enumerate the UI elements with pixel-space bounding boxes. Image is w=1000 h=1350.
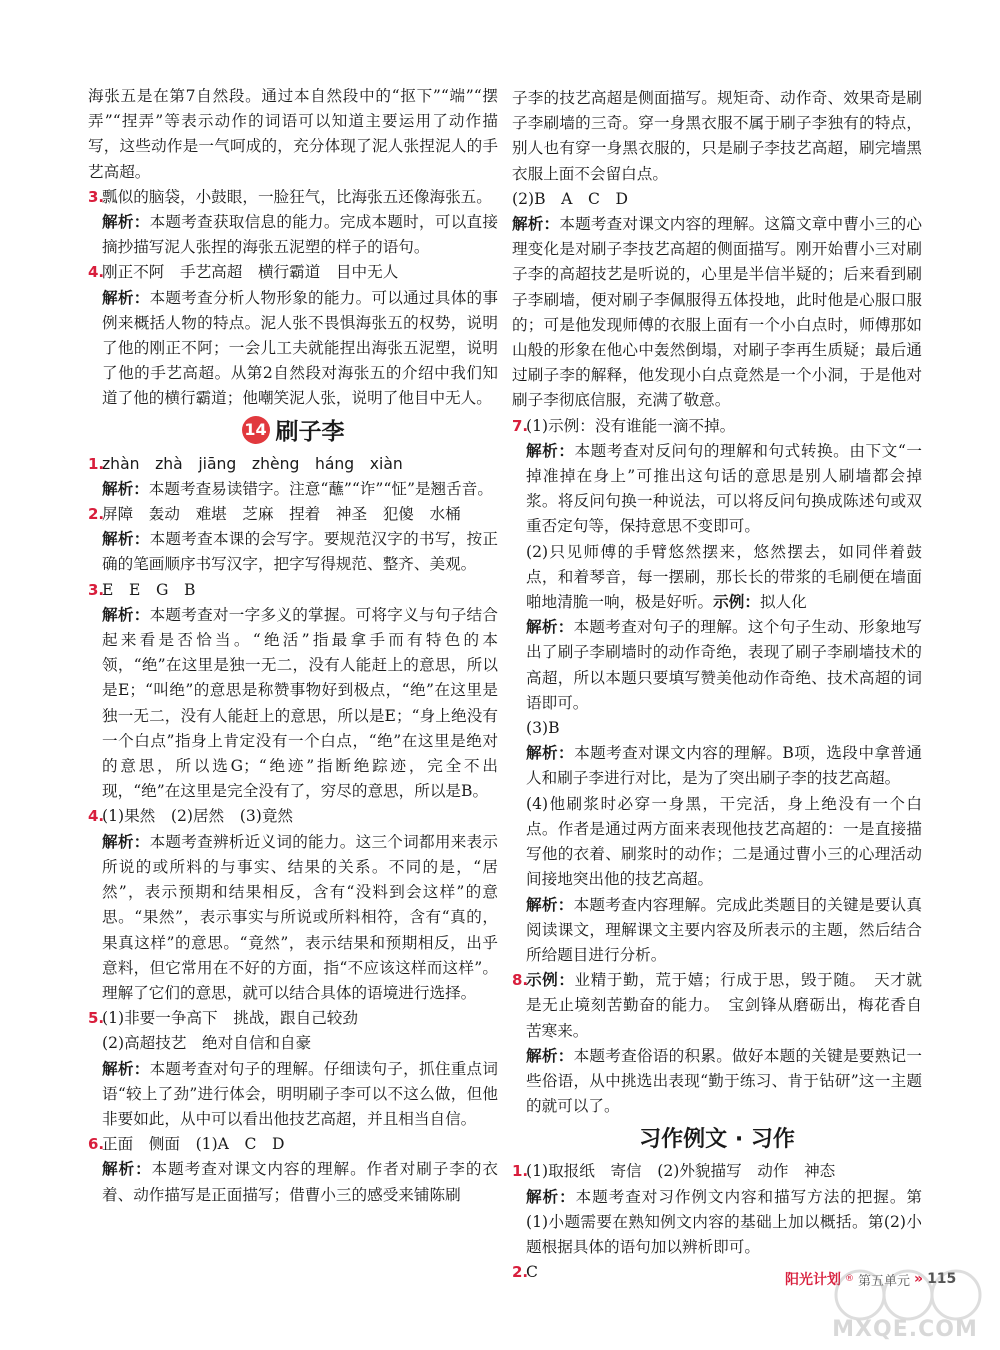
example-label: 示例： bbox=[713, 593, 760, 612]
analysis-text: 本题考查对反问句的理解和句式转换。由下文“一掉准掉在身上”可推出这句话的意思是别人刷墙都会掉浆。将反问句换一种说法，可以将反问句换成陈述句或双重否定句等，保持意思不变即可。 bbox=[526, 441, 922, 536]
analysis-text: 本题考查本课的会写字。要规范汉字的书写，按正确的笔画顺序书写汉字，把字写得规范、整齐、美观。 bbox=[102, 530, 498, 574]
answer-text: (2)高超技艺 绝对自信和自豪 bbox=[102, 1034, 312, 1053]
analysis-label: 解析： bbox=[102, 1160, 152, 1179]
lesson-question-6 bbox=[88, 1132, 498, 1208]
answer-text: 业精于勤，荒于嬉；行成于思，毁于随。 天才就是无止境刻苦勤奋的能力。 宝剑锋从磨砺出，梅花香自苦寒来。 bbox=[526, 971, 922, 1040]
answer-text: (1)非要一争高下 挑战，跟自己较劲 bbox=[102, 1009, 358, 1028]
brand-name: 阳光计划 bbox=[785, 1272, 841, 1288]
analysis-label: 解析： bbox=[526, 618, 574, 637]
analysis-text: 本题考查获取信息的能力。完成本题时，可以直接摘抄描写泥人张捏的海张五泥塑的样子的语句。 bbox=[102, 213, 498, 257]
question-number: 5. bbox=[88, 1009, 105, 1028]
question-number: 4. bbox=[88, 263, 105, 282]
answer-text: (1)果然 (2)居然 (3)竟然 bbox=[102, 807, 294, 826]
lesson-question-3 bbox=[88, 578, 498, 805]
analysis-label: 解析： bbox=[102, 1059, 150, 1078]
analysis-text: 本题考查俗语的积累。做好本题的关键是要熟记一些俗语，从中挑选出表现“勤于练习、肯于钻研”这一主题的就可以了。 bbox=[526, 1046, 922, 1116]
analysis-label: 解析： bbox=[102, 832, 150, 851]
right-column bbox=[512, 86, 922, 1285]
watermark-text: MXQE.COM bbox=[832, 1317, 978, 1342]
section-question-1 bbox=[512, 1159, 922, 1260]
question-4 bbox=[88, 260, 498, 411]
question-number: 3. bbox=[88, 187, 105, 206]
question-number: 3. bbox=[88, 580, 105, 599]
analysis-label: 解析： bbox=[102, 288, 150, 307]
left-column bbox=[88, 84, 498, 1208]
analysis-text: 本题考查对一字多义的掌握。可将字义与句子结合起来看是否恰当。“绝活”指最拿手而有特色的本领，“绝”在这里是独一无二，没有人能赶上的意思，所以是E；“叫绝”的意思是称赞事物好到极点，“绝”在这里是独一无二，没有人能赶上的意思，所以是E；“身上绝没有一个白点”指身上肯定没有一个白点，“绝”在这里是绝对的意思，所以选G；“绝迹”指断绝踪迹，完全不出现，“绝”在这里是完全没有了，穷尽的意思，所以是B。 bbox=[102, 605, 498, 801]
lesson-number-badge: 14 bbox=[242, 416, 270, 444]
analysis-text: 本题考查内容理解。完成此类题目的关键是要认真阅读课文，理解课文主要内容及所表示的主题，然后结合所给题目进行分析。 bbox=[526, 895, 922, 964]
analysis-label: 解析： bbox=[102, 605, 150, 624]
lesson-heading bbox=[88, 414, 498, 450]
analysis-label: 解析： bbox=[526, 1046, 574, 1065]
unit-label: 第五单元 bbox=[858, 1273, 911, 1289]
answer-text: (2)只见师傅的手臂悠然摆来，悠然摆去，如同伴着鼓点，和着琴音，每一摆刷，那长长的带浆的毛刷便在墙面啪地清脆一响，极是好听。 bbox=[526, 542, 922, 612]
analysis-text: 本题考查对句子的理解。这个句子生动、形象地写出了刷子李刷墙时的动作奇绝，表现了刷子李刷墙技术的高超，所以本题只要填写赞美他动作奇绝、技术高超的词语即可。 bbox=[526, 618, 922, 712]
continued-paragraph: 子李的技艺高超是侧面描写。规矩奇、动作奇、效果奇是刷子李刷墙的三奇。穿一身黑衣服不属于刷子李独有的特点，别人也有穿一身黑衣服的，只是刷子李技艺高超，刷完墙黑衣服上面不会留白点。 bbox=[512, 89, 922, 183]
analysis-text: 本题考查对课文内容的理解。B项，选段中拿普通人和刷子李进行对比，是为了突出刷子李的技艺高超。 bbox=[526, 744, 922, 788]
analysis-label: 解析： bbox=[102, 479, 149, 498]
answer-label: (1)示例： bbox=[526, 416, 595, 435]
analysis-label: 解析： bbox=[526, 895, 574, 914]
question-8 bbox=[512, 968, 922, 1119]
question-number: 6. bbox=[88, 1135, 105, 1154]
question-7 bbox=[512, 414, 922, 968]
analysis-label: 解析： bbox=[102, 530, 150, 549]
analysis-label: 解析： bbox=[512, 215, 560, 234]
analysis-text: 本题考查对课文内容的理解。作者对刷子李的衣着、动作描写是正面描写；借曹小三的感受来铺陈刷 bbox=[102, 1160, 498, 1204]
question-number: 8. bbox=[512, 971, 529, 990]
analysis-text: 本题考查易读错字。注意“蘸”“诈”“怔”是翘舌音。 bbox=[148, 479, 493, 498]
answer-text: 瓢似的脑袋，小鼓眼，一脸狂气，比海张五还像海张五。 bbox=[102, 187, 492, 206]
lesson-question-5 bbox=[88, 1006, 498, 1132]
answer-text: E E G B bbox=[102, 580, 196, 599]
analysis-label: 解析： bbox=[526, 441, 575, 460]
analysis-text: 本题考查辨析近义词的能力。这三个词都用来表示所说的或所料的与事实、结果的关系。不同的是，“居然”，表示预期和结果相反，含有“没料到会这样”的意思。“果然”，表示事实与所说或所料相符，含有“真的，果真这样”的意思。“竟然”，表示结果和预期相反，出乎意料，但它常用在不好的方面，指“不应该这样而这样”。理解了它们的意思，就可以结合具体的语境进行选择。 bbox=[102, 832, 498, 1002]
analysis-label: 解析： bbox=[102, 213, 150, 232]
answer-text: (1)取报纸 寄信 (2)外貌描写 动作 神态 bbox=[526, 1162, 836, 1181]
question-number: 7. bbox=[512, 416, 529, 435]
lesson-question-4 bbox=[88, 804, 498, 1006]
answer-text: 刚正不阿 手艺高超 横行霸道 目中无人 bbox=[102, 263, 399, 282]
example-label: 示例： bbox=[526, 971, 575, 990]
analysis-text: 本题考查分析人物形象的能力。可以通过具体的事例来概括人物的特点。泥人张不畏惧海张五的权势，说明了他的刚正不阿；一会儿工夫就能捏出海张五泥塑，说明了他的手艺高超。从第2自然段对海张五的介绍中我们知道了他的横行霸道；他嘲笑泥人张，说明了他目中无人。 bbox=[102, 288, 498, 408]
lesson-question-1 bbox=[88, 452, 498, 502]
question-number: 1. bbox=[512, 1162, 529, 1181]
question-3 bbox=[88, 185, 498, 261]
question-number: 2. bbox=[512, 1263, 529, 1282]
answer-text: (3)B bbox=[526, 719, 560, 738]
answer-text: zhàn zhà jiāng zhèng háng xiàn bbox=[102, 454, 403, 473]
question-number: 1. bbox=[88, 454, 105, 473]
analysis-text: 本题考查对习作例文内容和描写方法的把握。第(1)小题需要在熟知例文内容的基础上加以概括。第(2)小题根据具体的语句加以辨析即可。 bbox=[526, 1187, 922, 1256]
chevron-icon: » bbox=[914, 1271, 924, 1287]
answer-text: C bbox=[526, 1263, 538, 1282]
watermark-logo bbox=[820, 1265, 990, 1345]
answer-text: 屏障 轰动 难堪 芝麻 捏着 神圣 犯傻 水桶 bbox=[102, 505, 461, 524]
page-number: 115 bbox=[927, 1271, 957, 1287]
answer-text: (2)B A C D bbox=[512, 189, 629, 208]
answer-text: 正面 侧面 (1)A C D bbox=[102, 1135, 285, 1154]
question-number: 2. bbox=[88, 505, 105, 524]
answer-text: 没有谁能一滴不掉。 bbox=[594, 416, 736, 435]
answer-text: (4)他刷浆时必穿一身黑，干完活，身上绝没有一个白点。作者是通过两方面来表现他技艺高超的：一是直接描写他的衣着、刷浆时的动作；二是通过曹小三的心理活动间接地突出他的技艺高超。 bbox=[526, 794, 922, 889]
intro-paragraph: 海张五是在第7自然段。通过本自然段中的“抠下”“端”“摆弄”“捏弄”等表示动作的词语可以知道主要运用了动作描写，这些动作是一气呵成的，充分体现了泥人张捏泥人的手艺高超。 bbox=[88, 87, 498, 181]
section-title: 习作例文 · 习作 bbox=[639, 1127, 795, 1153]
watermark-stamp-icon bbox=[820, 1265, 990, 1325]
example-text: 拟人化 bbox=[759, 593, 807, 612]
analysis-text: 本题考查对句子的理解。仔细读句子，抓住重点词语“较上了劲”进行体会，明明刷子李可以不这么做，但他非要如此，从中可以看出他技艺高超，并且相当自信。 bbox=[102, 1059, 498, 1128]
analysis-label: 解析： bbox=[526, 744, 575, 763]
lesson-title: 刷子李 bbox=[275, 418, 345, 445]
analysis-label: 解析： bbox=[526, 1187, 576, 1206]
lesson-question-2 bbox=[88, 502, 498, 578]
question-number: 4. bbox=[88, 807, 105, 826]
registered-mark: ® bbox=[845, 1274, 854, 1284]
analysis-text: 本题考查对课文内容的理解。这篇文章中曹小三的心理变化是对刷子李技艺高超的侧面描写。刚开始曹小三对刷子李的高超技艺是听说的，心里是半信半疑的；后来看到刷子李刷墙，便对刷子李佩服得五体投地，此时他是心服口服的；可是他发现师傅的衣服上面有一个小白点时，师傅那如山般的形象在他心中轰然倒塌，对刷子李再生质疑；最后通过刷子李的解释，他发现小白点竟然是一个小洞，于是他对刷子李彻底信服，充满了敬意。 bbox=[512, 215, 922, 410]
